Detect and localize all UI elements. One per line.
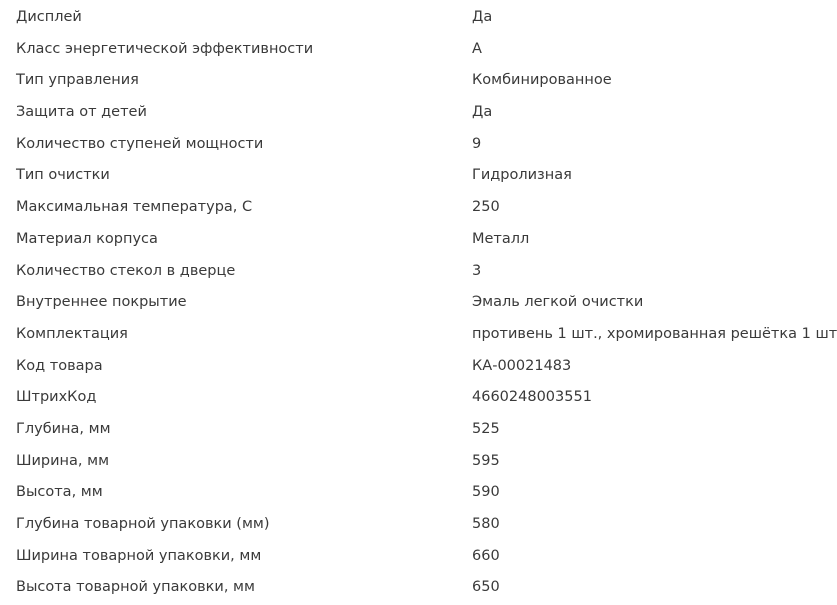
spec-name: Код товара [16,357,103,374]
spec-value: КА-00021483 [472,357,572,374]
spec-name: Комплектация [16,325,128,342]
spec-row-package-contents [0,319,837,351]
spec-row-display [0,2,800,34]
spec-row-barcode [0,382,800,414]
spec-row-power-levels [0,129,800,161]
spec-value: 590 [472,484,500,501]
spec-row-package-height [0,572,800,604]
spec-name: Внутреннее покрытие [16,294,187,311]
specifications-table [0,2,837,604]
spec-value: 650 [472,579,500,596]
spec-value: Гидролизная [472,167,572,184]
spec-row-depth [0,414,800,446]
spec-name: Глубина, мм [16,420,111,437]
spec-value: 580 [472,516,500,532]
spec-name: Тип управления [16,72,139,89]
spec-name: Высота товарной упаковки, мм [16,579,255,596]
spec-value: 250 [472,199,500,216]
spec-name: Максимальная температура, С [16,199,253,216]
spec-row-child-lock [0,97,800,129]
spec-name: Ширина, мм [16,452,110,469]
spec-name: Материал корпуса [16,230,158,247]
spec-name: Дисплей [16,9,82,25]
spec-value: 525 [472,420,500,437]
spec-value: Металл [472,230,530,247]
spec-name: Глубина товарной упаковки (мм) [16,516,270,532]
spec-row-height [0,477,800,509]
spec-row-body-material [0,224,800,256]
spec-value: 660 [472,547,500,564]
spec-value: 3 [472,262,482,279]
spec-value: противень 1 шт., хромированная решётка 1 шт [472,325,837,342]
spec-name: Защита от детей [16,104,147,121]
spec-value: A [472,40,482,57]
spec-value: Эмаль легкой очистки [472,294,644,311]
spec-name: Класс энергетической эффективности [16,40,314,57]
spec-name: Ширина товарной упаковки, мм [16,547,262,564]
spec-row-cleaning-type [0,160,800,192]
spec-row-max-temperature [0,192,800,224]
spec-row-control-type [0,65,800,97]
spec-value: 9 [472,135,482,152]
spec-row-product-code [0,351,800,383]
spec-name: Тип очистки [16,167,110,184]
spec-name: ШтрихКод [16,389,97,406]
spec-row-door-glass-count [0,256,800,288]
spec-row-package-depth [0,509,800,541]
spec-value: 4660248003551 [472,389,592,406]
spec-value: 595 [472,452,500,469]
spec-value: Да [472,104,493,121]
spec-row-package-width [0,541,800,573]
spec-row-energy-class [0,34,800,66]
spec-value: Комбинированное [472,72,612,89]
spec-name: Количество ступеней мощности [16,135,264,152]
spec-name: Высота, мм [16,484,103,501]
spec-value: Да [472,9,493,25]
spec-name: Количество стекол в дверце [16,262,236,279]
spec-row-width [0,446,800,478]
spec-row-inner-coating [0,287,800,319]
